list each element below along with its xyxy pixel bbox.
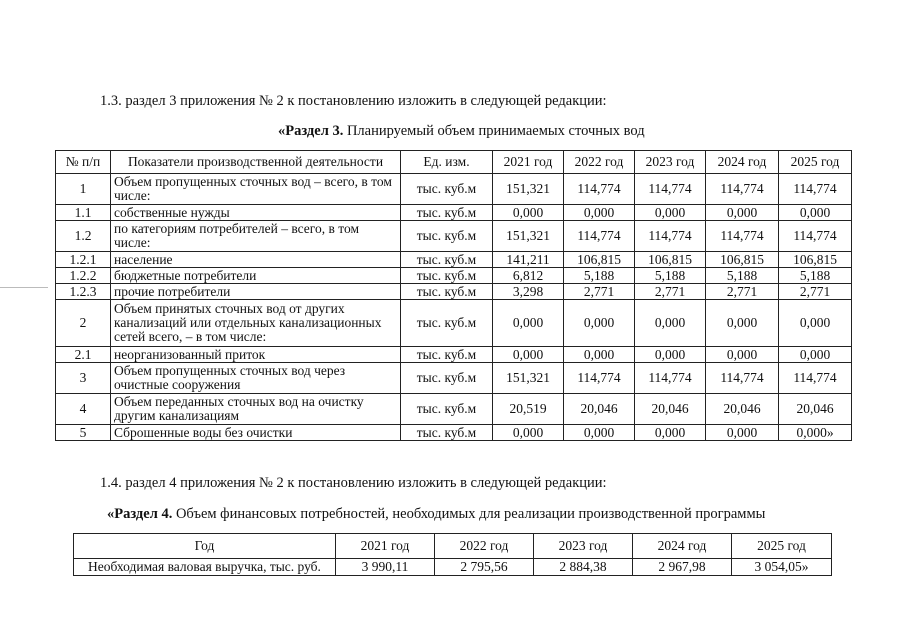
section3-title	[278, 122, 645, 140]
value-cell: 141,211	[493, 252, 564, 268]
indicator-name: собственные нужды	[111, 205, 401, 221]
value-cell: 114,774	[635, 221, 706, 252]
value-cell: 0,000	[493, 205, 564, 221]
unit-cell: тыс. куб.м	[401, 425, 493, 441]
table-header-row	[74, 534, 832, 559]
value-cell: 114,774	[779, 363, 852, 394]
value-cell: 5,188	[635, 268, 706, 284]
table-row	[56, 268, 852, 284]
value-cell: 114,774	[635, 174, 706, 205]
section3-intro: 1.3. раздел 3 приложения № 2 к постановлению изложить в следующей редакции:	[100, 93, 607, 109]
header-cell: 2021 год	[336, 534, 435, 559]
value-cell: 0,000	[493, 347, 564, 363]
value-cell: 0,000	[564, 347, 635, 363]
value-cell: 151,321	[493, 174, 564, 205]
row-number: 1.2	[56, 221, 111, 252]
value-cell: 0,000	[564, 300, 635, 347]
value-cell: 20,046	[706, 394, 779, 425]
unit-cell: тыс. куб.м	[401, 252, 493, 268]
indicator-name: Объем пропущенных сточных вод – всего, в том числе:	[111, 174, 401, 205]
value-cell: 0,000	[493, 300, 564, 347]
header-cell: Ед. изм.	[401, 151, 493, 174]
row-number: 1	[56, 174, 111, 205]
header-cell: 2023 год	[635, 151, 706, 174]
header-cell: 2022 год	[435, 534, 534, 559]
indicator-name: неорганизованный приток	[111, 347, 401, 363]
value-cell: 114,774	[564, 363, 635, 394]
unit-cell: тыс. куб.м	[401, 363, 493, 394]
value-cell: 2,771	[635, 284, 706, 300]
value-cell: 20,046	[564, 394, 635, 425]
scan-margin-line	[0, 287, 48, 288]
indicator-name: население	[111, 252, 401, 268]
table-row	[56, 284, 852, 300]
unit-cell: тыс. куб.м	[401, 205, 493, 221]
section4-title-text: Объем финансовых потребностей, необходимых для реализации производственной программы	[172, 506, 766, 522]
section4-title	[107, 505, 765, 523]
value-cell: 106,815	[779, 252, 852, 268]
value-cell: 0,000	[779, 347, 852, 363]
value-cell: 6,812	[493, 268, 564, 284]
table-row	[56, 174, 852, 205]
unit-cell: тыс. куб.м	[401, 300, 493, 347]
value-cell: 0,000	[493, 425, 564, 441]
row-number: 2	[56, 300, 111, 347]
value-cell: 114,774	[779, 221, 852, 252]
value-cell: 0,000	[564, 425, 635, 441]
header-cell: Год	[74, 534, 336, 559]
value-cell: 114,774	[779, 174, 852, 205]
value-cell: 20,046	[779, 394, 852, 425]
header-cell: № п/п	[56, 151, 111, 174]
row-number: 1.2.3	[56, 284, 111, 300]
value-cell: 114,774	[564, 221, 635, 252]
table-row	[74, 559, 832, 576]
value-cell: 106,815	[564, 252, 635, 268]
value-cell: 114,774	[564, 174, 635, 205]
value-cell: 0,000	[706, 347, 779, 363]
value-cell: 0,000	[779, 205, 852, 221]
indicator-name: прочие потребители	[111, 284, 401, 300]
section4-intro: 1.4. раздел 4 приложения № 2 к постановлению изложить в следующей редакции:	[100, 475, 607, 491]
header-cell: 2024 год	[706, 151, 779, 174]
value-cell: 114,774	[706, 174, 779, 205]
header-cell: 2024 год	[633, 534, 732, 559]
row-number: 1.2.1	[56, 252, 111, 268]
value-cell: 2 967,98	[633, 559, 732, 576]
unit-cell: тыс. куб.м	[401, 284, 493, 300]
value-cell: 3,298	[493, 284, 564, 300]
table-row	[56, 363, 852, 394]
unit-cell: тыс. куб.м	[401, 268, 493, 284]
value-cell: 106,815	[635, 252, 706, 268]
value-cell: 2 884,38	[534, 559, 633, 576]
value-cell: 151,321	[493, 221, 564, 252]
value-cell: 20,519	[493, 394, 564, 425]
value-cell: 0,000	[706, 205, 779, 221]
table-row	[56, 252, 852, 268]
unit-cell: тыс. куб.м	[401, 347, 493, 363]
table-row	[56, 205, 852, 221]
unit-cell: тыс. куб.м	[401, 394, 493, 425]
table-row	[56, 300, 852, 347]
value-cell: 0,000	[706, 425, 779, 441]
table-header-row	[56, 151, 852, 174]
indicator-name: Необходимая валовая выручка, тыс. руб.	[74, 559, 336, 576]
value-cell: 5,188	[706, 268, 779, 284]
value-cell: 2,771	[779, 284, 852, 300]
header-cell: 2025 год	[779, 151, 852, 174]
value-cell: 2,771	[564, 284, 635, 300]
indicator-name: Сброшенные воды без очистки	[111, 425, 401, 441]
row-number: 4	[56, 394, 111, 425]
unit-cell: тыс. куб.м	[401, 221, 493, 252]
value-cell: 106,815	[706, 252, 779, 268]
row-number: 1.1	[56, 205, 111, 221]
value-cell: 0,000»	[779, 425, 852, 441]
indicator-name: бюджетные потребители	[111, 268, 401, 284]
value-cell: 0,000	[779, 300, 852, 347]
row-number: 1.2.2	[56, 268, 111, 284]
value-cell: 0,000	[635, 347, 706, 363]
value-cell: 20,046	[635, 394, 706, 425]
value-cell: 0,000	[635, 300, 706, 347]
row-number: 5	[56, 425, 111, 441]
value-cell: 5,188	[779, 268, 852, 284]
header-cell: 2022 год	[564, 151, 635, 174]
section3-title-text: Планируемый объем принимаемых сточных вод	[343, 123, 645, 139]
financial-needs-table	[73, 533, 832, 576]
table-row	[56, 394, 852, 425]
value-cell: 0,000	[635, 205, 706, 221]
header-cell: 2025 год	[732, 534, 832, 559]
value-cell: 0,000	[564, 205, 635, 221]
section4-title-label: «Раздел 4.	[107, 506, 173, 522]
indicator-name: Объем пропущенных сточных вод через очистные сооружения	[111, 363, 401, 394]
value-cell: 5,188	[564, 268, 635, 284]
indicator-name: Объем принятых сточных вод от других канализаций или отдельных канализационных сетей всего, – в том числе:	[111, 300, 401, 347]
wastewater-volume-table	[55, 150, 852, 441]
value-cell: 114,774	[635, 363, 706, 394]
value-cell: 2,771	[706, 284, 779, 300]
indicator-name: по категориям потребителей – всего, в том числе:	[111, 221, 401, 252]
row-number: 3	[56, 363, 111, 394]
header-cell: Показатели производственной деятельности	[111, 151, 401, 174]
value-cell: 3 990,11	[336, 559, 435, 576]
indicator-name: Объем переданных сточных вод на очистку другим канализациям	[111, 394, 401, 425]
value-cell: 3 054,05»	[732, 559, 832, 576]
header-cell: 2023 год	[534, 534, 633, 559]
value-cell: 0,000	[635, 425, 706, 441]
row-number: 2.1	[56, 347, 111, 363]
table-row	[56, 221, 852, 252]
value-cell: 114,774	[706, 221, 779, 252]
value-cell: 2 795,56	[435, 559, 534, 576]
value-cell: 0,000	[706, 300, 779, 347]
value-cell: 151,321	[493, 363, 564, 394]
table-row	[56, 347, 852, 363]
section3-title-label: «Раздел 3.	[278, 123, 344, 139]
value-cell: 114,774	[706, 363, 779, 394]
table-row	[56, 425, 852, 441]
unit-cell: тыс. куб.м	[401, 174, 493, 205]
header-cell: 2021 год	[493, 151, 564, 174]
